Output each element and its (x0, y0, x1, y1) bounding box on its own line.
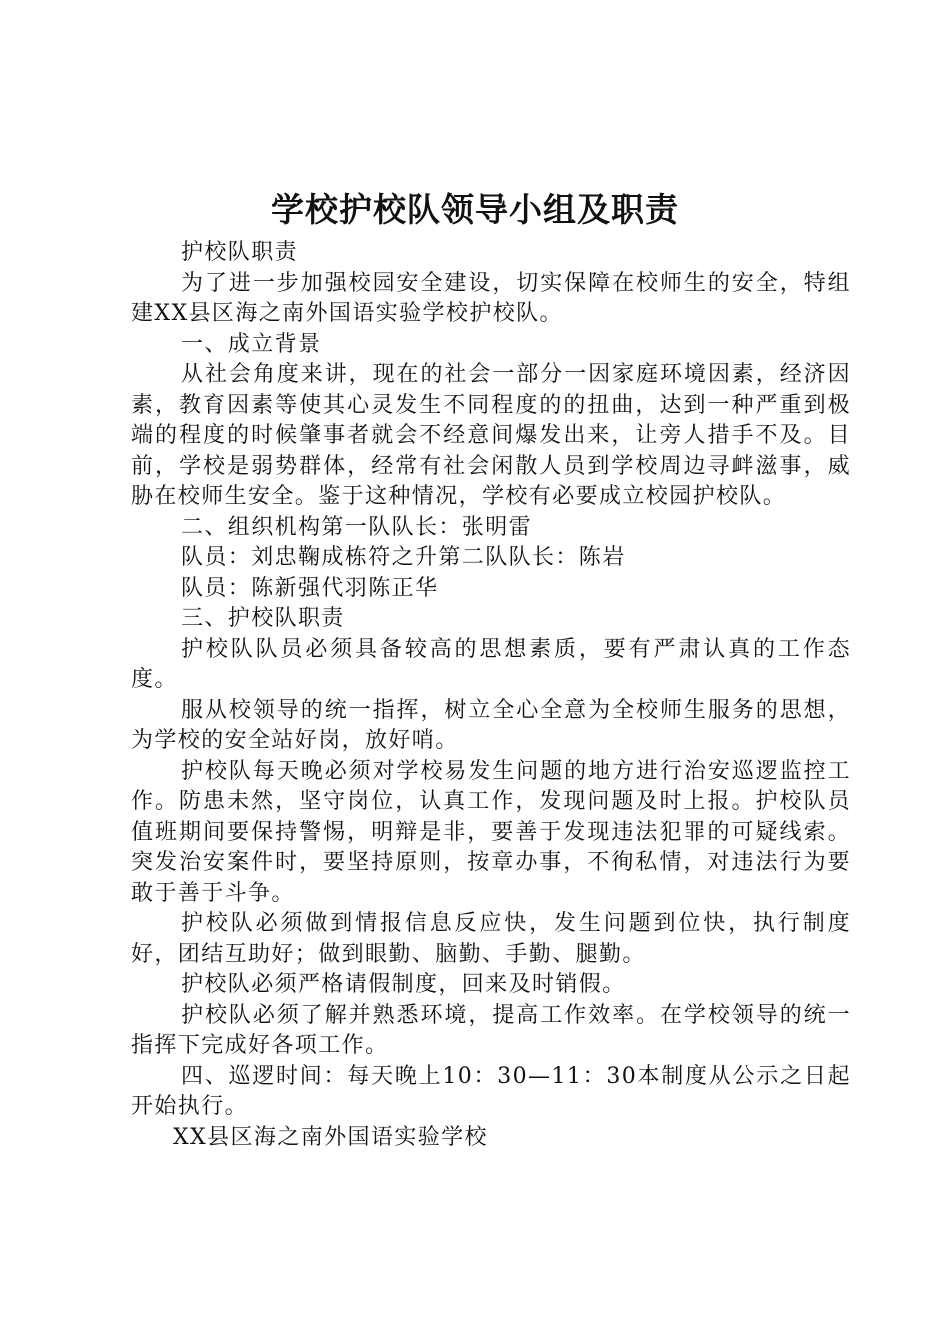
paragraph: 护校队必须做到情报信息反应快，发生问题到位快，执行制度好，团结互助好；做到眼勤、脑勤、手勤、腿勤。 (131, 911, 851, 967)
document-title: 学校护校队领导小组及职责 (271, 190, 679, 229)
paragraph: 护校队每天晚必须对学校易发生问题的地方进行治安巡逻监控工作。防患未然，坚守岗位，认真工作，发现问题及时上报。护校队员值班期间要保持警惕，明辩是非，要善于发现违法犯罪的可疑线索。突发治安案件时，要坚持原则，按章办事，不徇私情，对违法行为要敢于善于斗争。 (131, 758, 851, 906)
signature: XX县区海之南外国语实验学校 (173, 1124, 488, 1150)
paragraph: 护校队必须严格请假制度，回来及时销假。 (181, 972, 626, 997)
paragraph: 一、成立背景 (181, 331, 322, 357)
paragraph: 为了进一步加强校园安全建设，切实保障在校师生的安全，特组建XX县区海之南外国语实验学校护校队。 (131, 270, 851, 326)
paragraph: 从社会角度来讲，现在的社会一部分一因家庭环境因素，经济因素，教育因素等使其心灵发生不同程度的的扭曲，达到一种严重到极端的程度的时候肇事者就会不经意间爆发出来，让旁人措手不及。目前，学校是弱势群体，经常有社会闲散人员到学校周边寻衅滋事，威胁在校师生安全。鉴于这种情况，学校有必要成立校园护校队。 (131, 362, 851, 509)
paragraph: 队员：陈新强代羽陈正华 (181, 575, 439, 601)
paragraph: 服从校领导的统一指挥，树立全心全意为全校师生服务的思想，为学校的安全站好岗，放好哨。 (131, 697, 851, 753)
document-body (131, 238, 851, 1153)
paragraph: 四、巡逻时间：每天晚上10：30—11：30本制度从公示之日起开始执行。 (131, 1063, 851, 1119)
paragraph: 队员：刘忠鞠成栋符之升第二队队长：陈岩 (181, 545, 626, 570)
paragraph: 护校队必须了解并熟悉环境，提高工作效率。在学校领导的统一指挥下完成好各项工作。 (131, 1002, 851, 1058)
paragraph: 三、护校队职责 (181, 606, 345, 631)
paragraph: 二、组织机构第一队队长：张明雷 (181, 514, 533, 540)
paragraph: 护校队职责 (181, 240, 299, 265)
paragraph: 护校队队员必须具备较高的思想素质，要有严肃认真的工作态度。 (131, 636, 851, 692)
